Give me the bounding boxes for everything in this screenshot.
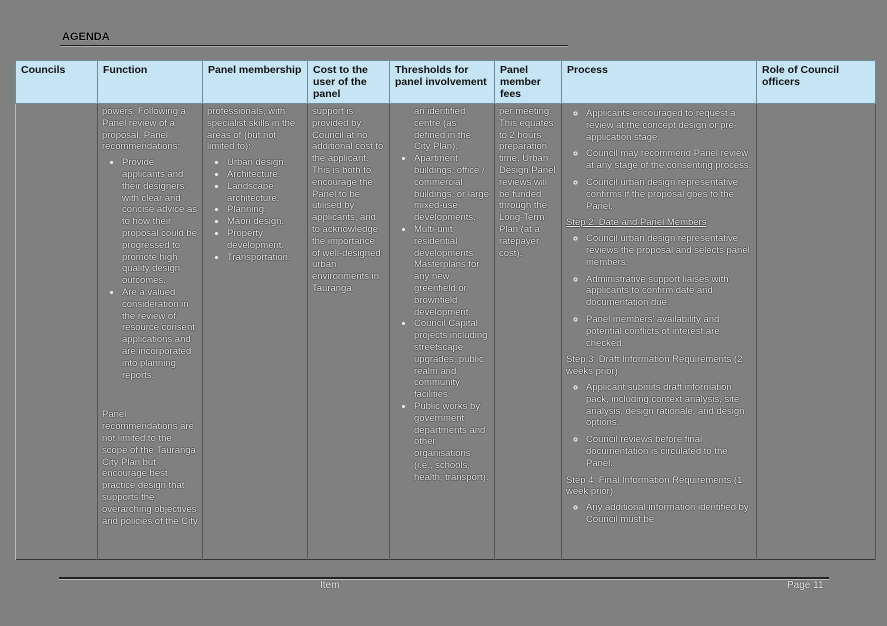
cell-cost: support is provided by Council at no additional cost to the applicant. This is both to encourage the Panel to be utilised by applicants, and to acknowledge the importance of well-designed urban environments in Tauranga. [308, 104, 390, 560]
list-item: • Are a valued consideration in the review of resource consent applications and are incorporated into planning reports. [122, 287, 198, 381]
list-item: • Public works by government departments and other organisations (i.e., schools, health, transport). [414, 401, 490, 484]
thresholds-bullets [394, 153, 490, 483]
list-item: • Apartment buildings, office / commercial buildings, or large mixed-use developments. [414, 153, 490, 224]
cell-councils [16, 104, 98, 560]
list-item: • Provide applicants and their designers with clear and concise advice as to how their proposal could be progressed to promote high quality design outcomes. [122, 157, 198, 287]
list-item: • Māori design. [227, 216, 303, 228]
list-item: ◦ Council reviews before final documentation is circulated to the Panel. [586, 434, 752, 469]
cell-process [562, 104, 757, 560]
function-closing: Panel recommendations are not limited to the scope of the Tauranga City Plan but encourage best practice design that supports the overarching objectives and policies of the City [102, 409, 198, 527]
list-item: ◦ Applicant submits draft information pack, including context analysis, site analysis, design rationale, and design options. [586, 382, 752, 429]
table-header-row [16, 61, 876, 104]
function-bullets [102, 157, 198, 381]
list-item: • Urban design. [227, 157, 303, 169]
thresholds-intro: an identified centre (as defined in the City Plan). [414, 106, 472, 153]
list-item: ◦ Council urban design representative confirms if the proposal goes to the Panel. [586, 177, 752, 212]
list-item: • Council Capital projects including streetscape upgrades, public realm and community facilities. [414, 318, 490, 401]
col-header-process: Process [562, 61, 757, 104]
cell-function [98, 104, 203, 560]
list-item: ◦ Applicants encouraged to request a review at the concept design or pre-application stage. [586, 108, 752, 143]
col-header-membership: Panel membership [203, 61, 308, 104]
cell-fees: per meeting. This equates to 2 hours preparation time. Urban Design Panel reviews will be funded through the Long-Term Plan (at a ratepayer cost). [495, 104, 562, 560]
footer-item-label: Item [320, 580, 340, 591]
list-item: ◦ Panel members' availability and potential conflicts of interest are checked. [586, 314, 752, 349]
col-header-function: Function [98, 61, 203, 104]
list-item: ◦ Any additional information identified by Council must be [586, 502, 752, 526]
process-step3-title: Step 3: Draft Information Requirements (2 weeks prior) [566, 354, 743, 378]
list-item: ◦ Council urban design representative reviews the proposal and selects panel members. [586, 233, 752, 268]
list-item: • Transportation. [227, 252, 303, 264]
footer-page-number: Page 11 [787, 580, 824, 591]
list-item: • Landscape architecture. [227, 181, 303, 205]
process-step1-bullets [566, 108, 752, 212]
header-divider [60, 45, 568, 47]
process-step4-title: Step 4: Final Information Requirements (1 week prior) [566, 474, 743, 498]
table-row [16, 104, 876, 560]
list-item: • Planning. [227, 204, 303, 216]
list-item: • Property development. [227, 228, 303, 252]
agenda-heading: AGENDA [62, 31, 110, 43]
cell-thresholds [390, 104, 495, 560]
process-step2-title: Step 2: Date and Panel Members [566, 217, 707, 229]
process-step4-bullets [566, 502, 752, 526]
list-item: ◦ Council may recommend Panel review at any stage of the consenting process. [586, 148, 752, 172]
membership-bullets [207, 157, 303, 263]
cell-membership [203, 104, 308, 560]
col-header-role: Role of Council officers [757, 61, 876, 104]
col-header-thresholds: Thresholds for panel involvement [390, 61, 495, 104]
list-item: • Multi-unit residential developments Masterplans for any new greenfield or brownfield development. [414, 224, 490, 318]
panel-comparison-table [15, 60, 876, 560]
list-item: ◦ Administrative support liaises with applicants to confirm date and documentation due. [586, 274, 752, 309]
col-header-fees: Panel member fees [495, 61, 562, 104]
footer-divider [59, 577, 829, 580]
process-step2-bullets [566, 233, 752, 349]
col-header-cost: Cost to the user of the panel [308, 61, 390, 104]
process-step3-bullets [566, 382, 752, 470]
list-item: • Architecture. [227, 169, 303, 181]
membership-intro: professionals, with specialist skills in the areas of (but not limited to): [207, 106, 296, 153]
function-intro: powers. Following a Panel review of a proposal, Panel recommendations: [102, 106, 186, 153]
cell-role [757, 104, 876, 560]
col-header-councils: Councils [16, 61, 98, 104]
